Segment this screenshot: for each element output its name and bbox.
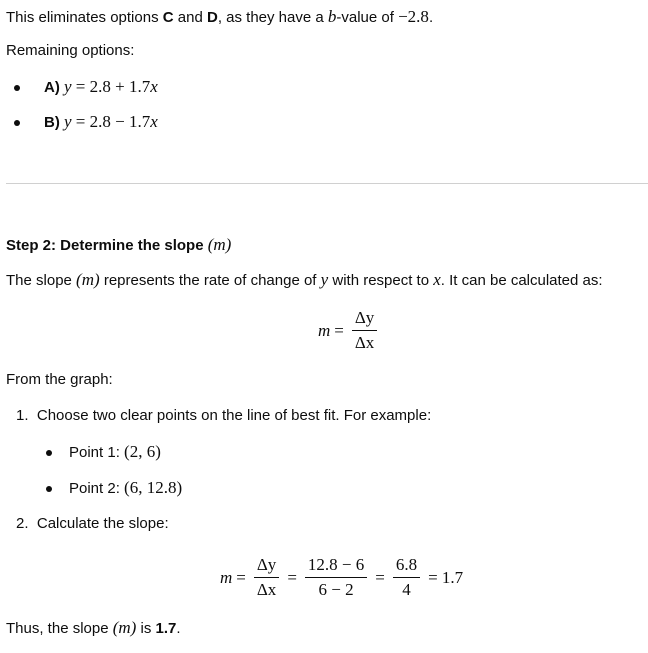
step-text: Calculate the slope:	[36, 515, 169, 532]
fraction	[352, 308, 377, 353]
math-value: −2.8	[398, 7, 429, 26]
math-m: m	[318, 320, 331, 340]
math-equals: =	[334, 320, 344, 340]
math-b: b	[327, 7, 337, 26]
text: , as they have a	[217, 9, 328, 26]
bullet-icon	[14, 85, 20, 91]
math: = 2.8 − 1.7	[71, 112, 151, 131]
option-d: D	[206, 9, 218, 26]
numerator: Δy	[254, 555, 279, 578]
math: = 2.8 + 1.7	[71, 77, 151, 96]
math-m: m	[220, 567, 233, 587]
bullet-icon	[14, 120, 20, 126]
math-m: (m)	[76, 270, 100, 289]
denominator: 6 − 2	[318, 580, 354, 599]
fraction	[393, 555, 420, 600]
point-label: Point 2:	[69, 480, 125, 497]
text: .	[176, 620, 181, 637]
fraction	[305, 555, 367, 600]
math-y: y	[64, 77, 72, 96]
step-item-2	[16, 514, 169, 534]
text: represents the rate of change of	[99, 272, 321, 289]
from-graph-label: From the graph:	[6, 371, 113, 388]
point-item-2	[46, 478, 182, 499]
denominator: Δx	[256, 580, 277, 599]
numerator: 12.8 − 6	[305, 555, 367, 578]
slope-calculation	[220, 555, 463, 600]
option-item-b	[14, 112, 158, 133]
math-x: x	[433, 270, 441, 289]
math-x: x	[150, 112, 158, 131]
option-c: C	[162, 9, 174, 26]
math-y: y	[320, 270, 329, 289]
text: . It can be calculated as:	[440, 272, 603, 289]
math-m: (m)	[207, 235, 232, 254]
math-y: y	[64, 112, 72, 131]
result: = 1.7	[428, 567, 464, 587]
option-label: B)	[44, 114, 60, 131]
slope-value: 1.7	[155, 620, 177, 637]
math-equals: =	[375, 567, 385, 587]
slope-formula	[318, 308, 381, 353]
text: with respect to	[328, 272, 434, 289]
numerator: Δy	[352, 308, 377, 331]
step-text: Choose two clear points on the line of best fit. For example:	[36, 407, 432, 424]
point-label: Point 1:	[69, 444, 125, 461]
remaining-label: Remaining options:	[6, 42, 135, 59]
text: .	[428, 9, 434, 26]
text: is	[136, 620, 156, 637]
text: -value of	[336, 9, 399, 26]
point-value: (6, 12.8)	[124, 478, 183, 497]
math-m: (m)	[112, 618, 137, 637]
text: The slope	[6, 272, 77, 289]
bullet-icon	[46, 450, 52, 456]
math-equals: =	[236, 567, 246, 587]
heading-text: Step 2: Determine the slope	[6, 237, 208, 254]
bullet-icon	[46, 486, 52, 492]
conclusion	[6, 618, 181, 639]
math-equals: =	[287, 567, 297, 587]
text: Thus, the slope	[6, 620, 113, 637]
step-item-1	[16, 406, 431, 426]
option-item-a	[14, 77, 158, 98]
numerator: 6.8	[393, 555, 420, 578]
divider	[6, 183, 648, 184]
slope-description	[6, 270, 603, 291]
step2-heading	[6, 235, 231, 256]
text: This eliminates options	[6, 9, 163, 26]
point-value: (2, 6)	[124, 442, 161, 461]
list-number: 2.	[16, 515, 29, 532]
denominator: 4	[402, 580, 411, 599]
list-number: 1.	[16, 407, 29, 424]
text: and	[173, 9, 207, 26]
math-x: x	[150, 77, 158, 96]
denominator: Δx	[354, 333, 375, 352]
point-item-1	[46, 442, 161, 463]
elimination-text	[6, 7, 433, 28]
fraction	[254, 555, 279, 600]
option-label: A)	[44, 79, 60, 96]
